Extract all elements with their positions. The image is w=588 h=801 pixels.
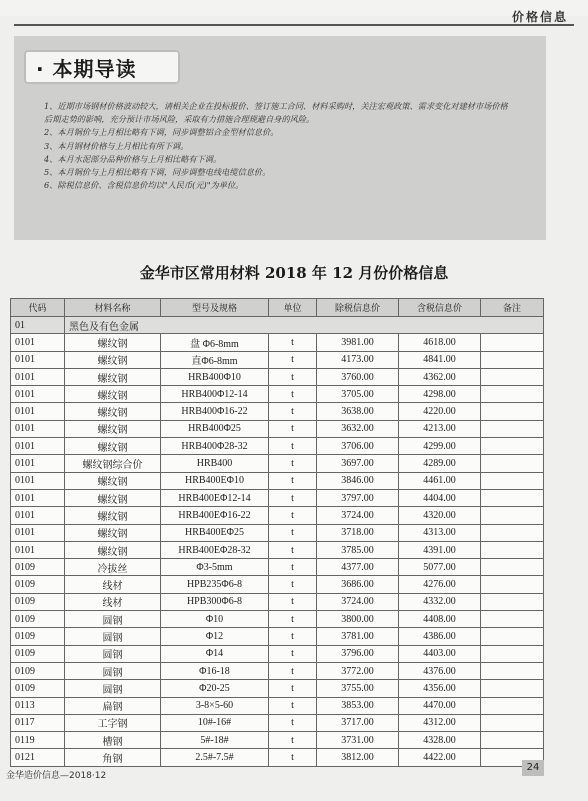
cell-spec: Φ3-5mm bbox=[161, 559, 269, 576]
table-row bbox=[11, 368, 544, 385]
cell-code: 0109 bbox=[11, 662, 65, 679]
cell-price-incl-tax: 4328.00 bbox=[399, 732, 481, 749]
table-header-row bbox=[11, 299, 544, 317]
cell-price-excl-tax: 3785.00 bbox=[317, 541, 399, 558]
cell-code: 0109 bbox=[11, 593, 65, 610]
cell-name: 螺纹钢 bbox=[65, 541, 161, 558]
cell-spec: HRB400EΦ28-32 bbox=[161, 541, 269, 558]
cell-price-excl-tax: 3781.00 bbox=[317, 628, 399, 645]
cell-name: 圆钢 bbox=[65, 611, 161, 628]
cell-name: 螺纹钢 bbox=[65, 368, 161, 385]
intro-item: 3、本月钢材价格与上月相比有所下调。 bbox=[44, 140, 189, 151]
cell-name: 螺纹钢 bbox=[65, 472, 161, 489]
cell-spec: 10#-16# bbox=[161, 714, 269, 731]
cell-price-excl-tax: 4173.00 bbox=[317, 351, 399, 368]
cell-unit: t bbox=[269, 507, 317, 524]
header-section-tag: 价格信息 bbox=[511, 10, 568, 24]
cell-unit: t bbox=[269, 541, 317, 558]
cell-name: 螺纹钢 bbox=[65, 351, 161, 368]
cell-name: 螺纹钢 bbox=[65, 420, 161, 437]
cell-price-incl-tax: 4391.00 bbox=[399, 541, 481, 558]
cell-name: 线材 bbox=[65, 593, 161, 610]
cell-spec: HRB400Φ28-32 bbox=[161, 438, 269, 455]
cell-unit: t bbox=[269, 403, 317, 420]
cell-price-incl-tax: 4403.00 bbox=[399, 645, 481, 662]
cell-unit: t bbox=[269, 611, 317, 628]
cell-unit: t bbox=[269, 576, 317, 593]
intro-text bbox=[44, 100, 514, 192]
table-row bbox=[11, 593, 544, 610]
table-row bbox=[11, 438, 544, 455]
cell-name: 扁钢 bbox=[65, 697, 161, 714]
cell-spec: Φ12 bbox=[161, 628, 269, 645]
cell-code: 0101 bbox=[11, 351, 65, 368]
cell-spec: Φ10 bbox=[161, 611, 269, 628]
header-rule bbox=[14, 24, 574, 26]
cell-price-excl-tax: 3632.00 bbox=[317, 420, 399, 437]
table-row bbox=[11, 472, 544, 489]
intro-item: 1、近期市场钢材价格波动较大，请相关企业在投标报价、签订施工合同、材料采购时，关注宏观政策、需求变化对建材市场价格后期走势的影响，充分预计市场风险，采取有力措施合理规避自身的风险。 bbox=[44, 101, 508, 125]
cell-price-incl-tax: 4841.00 bbox=[399, 351, 481, 368]
cell-spec: HRB400EΦ25 bbox=[161, 524, 269, 541]
cell-price-incl-tax: 4313.00 bbox=[399, 524, 481, 541]
cell-price-incl-tax: 4276.00 bbox=[399, 576, 481, 593]
cell-price-excl-tax: 3853.00 bbox=[317, 697, 399, 714]
cell-unit: t bbox=[269, 386, 317, 403]
cell-price-excl-tax: 3705.00 bbox=[317, 386, 399, 403]
cell-price-incl-tax: 4298.00 bbox=[399, 386, 481, 403]
cell-name: 圆钢 bbox=[65, 645, 161, 662]
cell-remark bbox=[481, 489, 544, 506]
cell-remark bbox=[481, 403, 544, 420]
cell-unit: t bbox=[269, 472, 317, 489]
cell-name: 螺纹钢综合价 bbox=[65, 455, 161, 472]
table-row bbox=[11, 662, 544, 679]
cell-remark bbox=[481, 559, 544, 576]
cell-price-excl-tax: 3772.00 bbox=[317, 662, 399, 679]
cell-remark bbox=[481, 334, 544, 351]
cell-price-excl-tax: 3981.00 bbox=[317, 334, 399, 351]
cell-code: 0101 bbox=[11, 420, 65, 437]
cell-unit: t bbox=[269, 334, 317, 351]
cell-unit: t bbox=[269, 680, 317, 697]
cell-code: 0109 bbox=[11, 576, 65, 593]
cell-code: 0101 bbox=[11, 386, 65, 403]
cell-spec: HPB300Φ6-8 bbox=[161, 593, 269, 610]
cell-spec: HRB400 bbox=[161, 455, 269, 472]
page-number: 24 bbox=[522, 760, 544, 776]
cell-name: 圆钢 bbox=[65, 680, 161, 697]
intro-item: 2、本月铜价与上月相比略有下调，同步调整铝合金型材信息价。 bbox=[44, 127, 279, 138]
cell-code: 0101 bbox=[11, 368, 65, 385]
cell-remark bbox=[481, 732, 544, 749]
cell-name: 工字钢 bbox=[65, 714, 161, 731]
cell-price-incl-tax: 4422.00 bbox=[399, 749, 481, 766]
cell-code: 0113 bbox=[11, 697, 65, 714]
table-row bbox=[11, 455, 544, 472]
cell-name: 圆钢 bbox=[65, 662, 161, 679]
cell-price-incl-tax: 4320.00 bbox=[399, 507, 481, 524]
cell-name: 角钢 bbox=[65, 749, 161, 766]
cell-price-incl-tax: 4312.00 bbox=[399, 714, 481, 731]
cell-unit: t bbox=[269, 368, 317, 385]
cell-code: 0101 bbox=[11, 403, 65, 420]
table-row bbox=[11, 732, 544, 749]
cell-price-excl-tax: 4377.00 bbox=[317, 559, 399, 576]
footer-publication: 金华造价信息—2018·12 bbox=[6, 771, 107, 781]
table-row bbox=[11, 351, 544, 368]
cell-price-excl-tax: 3697.00 bbox=[317, 455, 399, 472]
cell-unit: t bbox=[269, 628, 317, 645]
table-row bbox=[11, 524, 544, 541]
intro-title-badge bbox=[24, 50, 180, 84]
cell-remark bbox=[481, 455, 544, 472]
cell-unit: t bbox=[269, 524, 317, 541]
cell-spec: HRB400Φ16-22 bbox=[161, 403, 269, 420]
col-header-spec: 型号及规格 bbox=[161, 299, 269, 317]
price-table bbox=[10, 298, 544, 767]
section-code: 01 bbox=[11, 317, 65, 334]
table-row bbox=[11, 541, 544, 558]
cell-unit: t bbox=[269, 455, 317, 472]
table-row bbox=[11, 714, 544, 731]
cell-price-excl-tax: 3686.00 bbox=[317, 576, 399, 593]
cell-name: 槽钢 bbox=[65, 732, 161, 749]
cell-unit: t bbox=[269, 438, 317, 455]
cell-spec: 5#-18# bbox=[161, 732, 269, 749]
cell-code: 0121 bbox=[11, 749, 65, 766]
table-row bbox=[11, 749, 544, 766]
cell-spec: Φ20-25 bbox=[161, 680, 269, 697]
cell-name: 螺纹钢 bbox=[65, 334, 161, 351]
cell-price-incl-tax: 4356.00 bbox=[399, 680, 481, 697]
cell-price-incl-tax: 4299.00 bbox=[399, 438, 481, 455]
cell-remark bbox=[481, 438, 544, 455]
cell-price-incl-tax: 4470.00 bbox=[399, 697, 481, 714]
cell-remark bbox=[481, 576, 544, 593]
cell-spec: HPB235Φ6-8 bbox=[161, 576, 269, 593]
table-row bbox=[11, 386, 544, 403]
intro-item: 6、除税信息价、含税信息价均以"人民币(元)"为单位。 bbox=[44, 180, 244, 191]
intro-item: 5、本月铜价与上月相比略有下调，同步调整电线电缆信息价。 bbox=[44, 167, 271, 178]
table-row bbox=[11, 420, 544, 437]
cell-code: 0101 bbox=[11, 472, 65, 489]
cell-price-excl-tax: 3638.00 bbox=[317, 403, 399, 420]
cell-price-incl-tax: 4220.00 bbox=[399, 403, 481, 420]
col-header-remark: 备注 bbox=[481, 299, 544, 317]
cell-remark bbox=[481, 714, 544, 731]
cell-spec: HRB400Φ12-14 bbox=[161, 386, 269, 403]
cell-name: 螺纹钢 bbox=[65, 438, 161, 455]
cell-remark bbox=[481, 680, 544, 697]
cell-unit: t bbox=[269, 559, 317, 576]
table-row bbox=[11, 645, 544, 662]
cell-code: 0101 bbox=[11, 541, 65, 558]
cell-price-incl-tax: 4386.00 bbox=[399, 628, 481, 645]
cell-code: 0101 bbox=[11, 524, 65, 541]
cell-spec: HRB400EΦ10 bbox=[161, 472, 269, 489]
cell-unit: t bbox=[269, 662, 317, 679]
col-header-name: 材料名称 bbox=[65, 299, 161, 317]
cell-name: 冷拔丝 bbox=[65, 559, 161, 576]
cell-spec: Φ16-18 bbox=[161, 662, 269, 679]
cell-remark bbox=[481, 368, 544, 385]
cell-code: 0109 bbox=[11, 645, 65, 662]
cell-name: 螺纹钢 bbox=[65, 507, 161, 524]
section-name: 黑色及有色金属 bbox=[65, 317, 544, 334]
cell-price-incl-tax: 4461.00 bbox=[399, 472, 481, 489]
cell-unit: t bbox=[269, 420, 317, 437]
cell-remark bbox=[481, 628, 544, 645]
cell-price-excl-tax: 3796.00 bbox=[317, 645, 399, 662]
cell-code: 0109 bbox=[11, 628, 65, 645]
cell-spec: HRB400EΦ12-14 bbox=[161, 489, 269, 506]
table-row bbox=[11, 576, 544, 593]
page-top-band bbox=[0, 0, 588, 16]
cell-remark bbox=[481, 386, 544, 403]
cell-unit: t bbox=[269, 489, 317, 506]
cell-spec: Φ14 bbox=[161, 645, 269, 662]
cell-price-excl-tax: 3755.00 bbox=[317, 680, 399, 697]
cell-remark bbox=[481, 662, 544, 679]
cell-remark bbox=[481, 697, 544, 714]
cell-price-excl-tax: 3724.00 bbox=[317, 593, 399, 610]
cell-code: 0101 bbox=[11, 455, 65, 472]
cell-price-excl-tax: 3800.00 bbox=[317, 611, 399, 628]
cell-spec: 2.5#-7.5# bbox=[161, 749, 269, 766]
cell-code: 0109 bbox=[11, 559, 65, 576]
cell-code: 0101 bbox=[11, 489, 65, 506]
cell-remark bbox=[481, 541, 544, 558]
table-row bbox=[11, 611, 544, 628]
intro-title: · 本期导读 bbox=[36, 57, 137, 81]
cell-price-excl-tax: 3706.00 bbox=[317, 438, 399, 455]
cell-unit: t bbox=[269, 593, 317, 610]
cell-code: 0117 bbox=[11, 714, 65, 731]
cell-code: 0109 bbox=[11, 680, 65, 697]
cell-price-excl-tax: 3846.00 bbox=[317, 472, 399, 489]
table-row bbox=[11, 697, 544, 714]
cell-price-excl-tax: 3718.00 bbox=[317, 524, 399, 541]
table-row bbox=[11, 334, 544, 351]
cell-spec: HRB400EΦ16-22 bbox=[161, 507, 269, 524]
col-header-unit: 单位 bbox=[269, 299, 317, 317]
table-row bbox=[11, 489, 544, 506]
table-row bbox=[11, 559, 544, 576]
cell-name: 螺纹钢 bbox=[65, 524, 161, 541]
cell-price-incl-tax: 5077.00 bbox=[399, 559, 481, 576]
col-header-price-excl-tax: 除税信息价 bbox=[317, 299, 399, 317]
cell-name: 螺纹钢 bbox=[65, 386, 161, 403]
cell-price-incl-tax: 4404.00 bbox=[399, 489, 481, 506]
cell-price-excl-tax: 3812.00 bbox=[317, 749, 399, 766]
cell-remark bbox=[481, 524, 544, 541]
cell-code: 0109 bbox=[11, 611, 65, 628]
table-row bbox=[11, 680, 544, 697]
col-header-code: 代码 bbox=[11, 299, 65, 317]
cell-name: 线材 bbox=[65, 576, 161, 593]
cell-price-incl-tax: 4213.00 bbox=[399, 420, 481, 437]
cell-price-excl-tax: 3724.00 bbox=[317, 507, 399, 524]
cell-unit: t bbox=[269, 697, 317, 714]
cell-remark bbox=[481, 351, 544, 368]
cell-code: 0101 bbox=[11, 438, 65, 455]
cell-remark bbox=[481, 472, 544, 489]
cell-spec: HRB400Φ10 bbox=[161, 368, 269, 385]
cell-remark bbox=[481, 611, 544, 628]
cell-unit: t bbox=[269, 351, 317, 368]
col-header-price-incl-tax: 含税信息价 bbox=[399, 299, 481, 317]
cell-name: 螺纹钢 bbox=[65, 489, 161, 506]
cell-remark bbox=[481, 420, 544, 437]
cell-code: 0119 bbox=[11, 732, 65, 749]
cell-price-excl-tax: 3731.00 bbox=[317, 732, 399, 749]
cell-spec: HRB400Φ25 bbox=[161, 420, 269, 437]
cell-name: 螺纹钢 bbox=[65, 403, 161, 420]
cell-remark bbox=[481, 645, 544, 662]
cell-price-excl-tax: 3760.00 bbox=[317, 368, 399, 385]
table-title: 金华市区常用材料 2018 年 12 月份价格信息 bbox=[139, 264, 449, 282]
table-row bbox=[11, 507, 544, 524]
cell-price-incl-tax: 4376.00 bbox=[399, 662, 481, 679]
cell-price-incl-tax: 4332.00 bbox=[399, 593, 481, 610]
cell-unit: t bbox=[269, 645, 317, 662]
cell-price-incl-tax: 4408.00 bbox=[399, 611, 481, 628]
table-row bbox=[11, 403, 544, 420]
cell-price-incl-tax: 4618.00 bbox=[399, 334, 481, 351]
intro-item: 4、本月水泥部分品种价格与上月相比略有下调。 bbox=[44, 153, 222, 164]
cell-remark bbox=[481, 507, 544, 524]
cell-unit: t bbox=[269, 732, 317, 749]
cell-unit: t bbox=[269, 714, 317, 731]
cell-spec: 3-8×5-60 bbox=[161, 697, 269, 714]
cell-price-incl-tax: 4362.00 bbox=[399, 368, 481, 385]
cell-spec: 盘 Φ6-8mm bbox=[161, 334, 269, 351]
section-row bbox=[11, 317, 544, 334]
cell-name: 圆钢 bbox=[65, 628, 161, 645]
cell-price-excl-tax: 3797.00 bbox=[317, 489, 399, 506]
cell-unit: t bbox=[269, 749, 317, 766]
cell-spec: 直Φ6-8mm bbox=[161, 351, 269, 368]
table-row bbox=[11, 628, 544, 645]
cell-price-excl-tax: 3717.00 bbox=[317, 714, 399, 731]
cell-remark bbox=[481, 593, 544, 610]
cell-code: 0101 bbox=[11, 507, 65, 524]
cell-code: 0101 bbox=[11, 334, 65, 351]
cell-price-incl-tax: 4289.00 bbox=[399, 455, 481, 472]
